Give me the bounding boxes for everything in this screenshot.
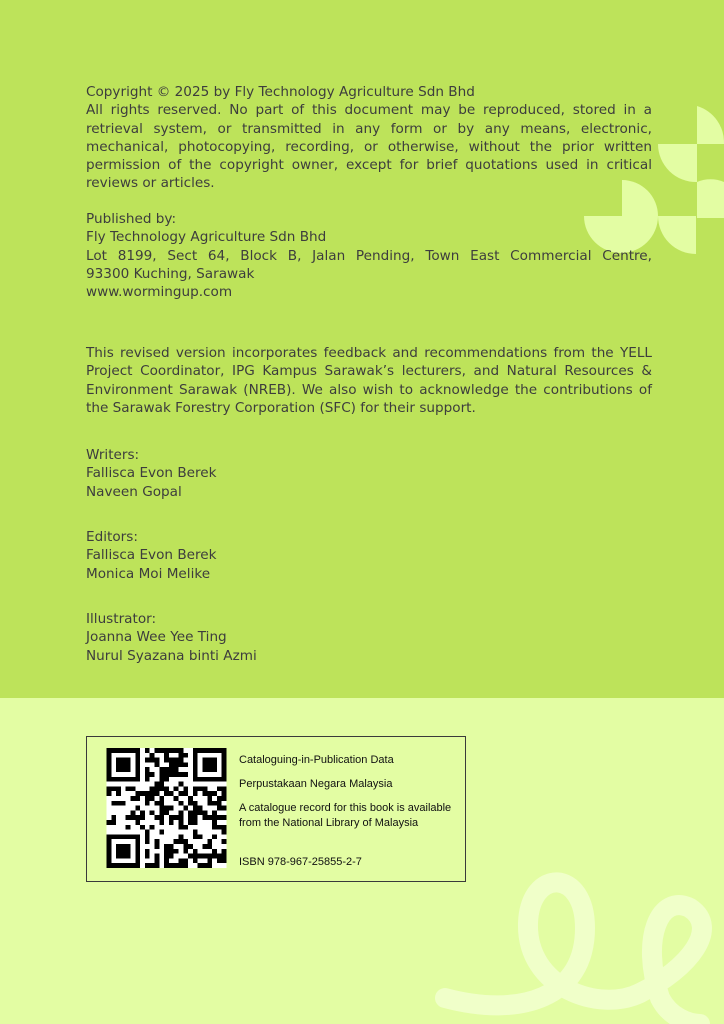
editors-block [86,528,652,583]
cip-record-line1: A catalogue record for this book is available [239,802,452,814]
publisher-block [86,210,652,301]
writers-block [86,446,652,501]
publisher-website: www.wormingup.com [86,284,233,301]
illustrators-block [86,610,652,665]
cip-library: Perpustakaan Negara Malaysia [239,778,393,790]
publisher-address-line1: Lot 8199, Sect 64, Block B, Jalan Pending, Town East Commercial Centre, [86,247,652,264]
copyright-title: Copyright © 2025 by Fly Technology Agriculture Sdn Bhd [86,84,475,100]
editor-name: Fallisca Evon Berek [86,547,217,564]
cip-record-line2: from the National Library of Malaysia [239,817,419,829]
cip-heading: Cataloguing-in-Publication Data [239,754,394,766]
publisher-label: Published by: [86,211,177,227]
editors-label: Editors: [86,529,138,545]
editor-name: Monica Moi Melike [86,565,211,582]
writers-label: Writers: [86,447,140,463]
publisher-name: Fly Technology Agriculture Sdn Bhd [86,229,327,246]
copyright-block [86,83,652,193]
illustrator-name: Nurul Syazana binti Azmi [86,647,257,664]
illustrators-label: Illustrator: [86,611,157,627]
cip-isbn: ISBN 978-967-25855-2-7 [239,856,362,868]
publisher-address-line2: 93300 Kuching, Sarawak [86,265,255,282]
acknowledgement-text: This revised version incorporates feedback and recommendations from the YELL Project Coordinator, IPG Kampus Sarawak’s lecturers, and Natural Resources & Environment Sarawak (NREB). We also wish to acknowledge the contributions of the Sarawak Forestry Corporation (SFC) for their support. [86,345,652,416]
illustrator-name: Joanna Wee Yee Ting [86,629,227,646]
copyright-rights: All rights reserved. No part of this document may be reproduced, stored in a retrieval system, or transmitted in any form or by any means, electronic, mechanical, photocopying, recording, or otherwise, without the prior written permission of the copyright owner, except for brief quotations used in critical reviews or articles. [86,102,652,192]
qr-code [103,748,230,868]
writer-name: Fallisca Evon Berek [86,465,217,482]
acknowledgement [86,344,652,417]
writer-name: Naveen Gopal [86,483,182,500]
